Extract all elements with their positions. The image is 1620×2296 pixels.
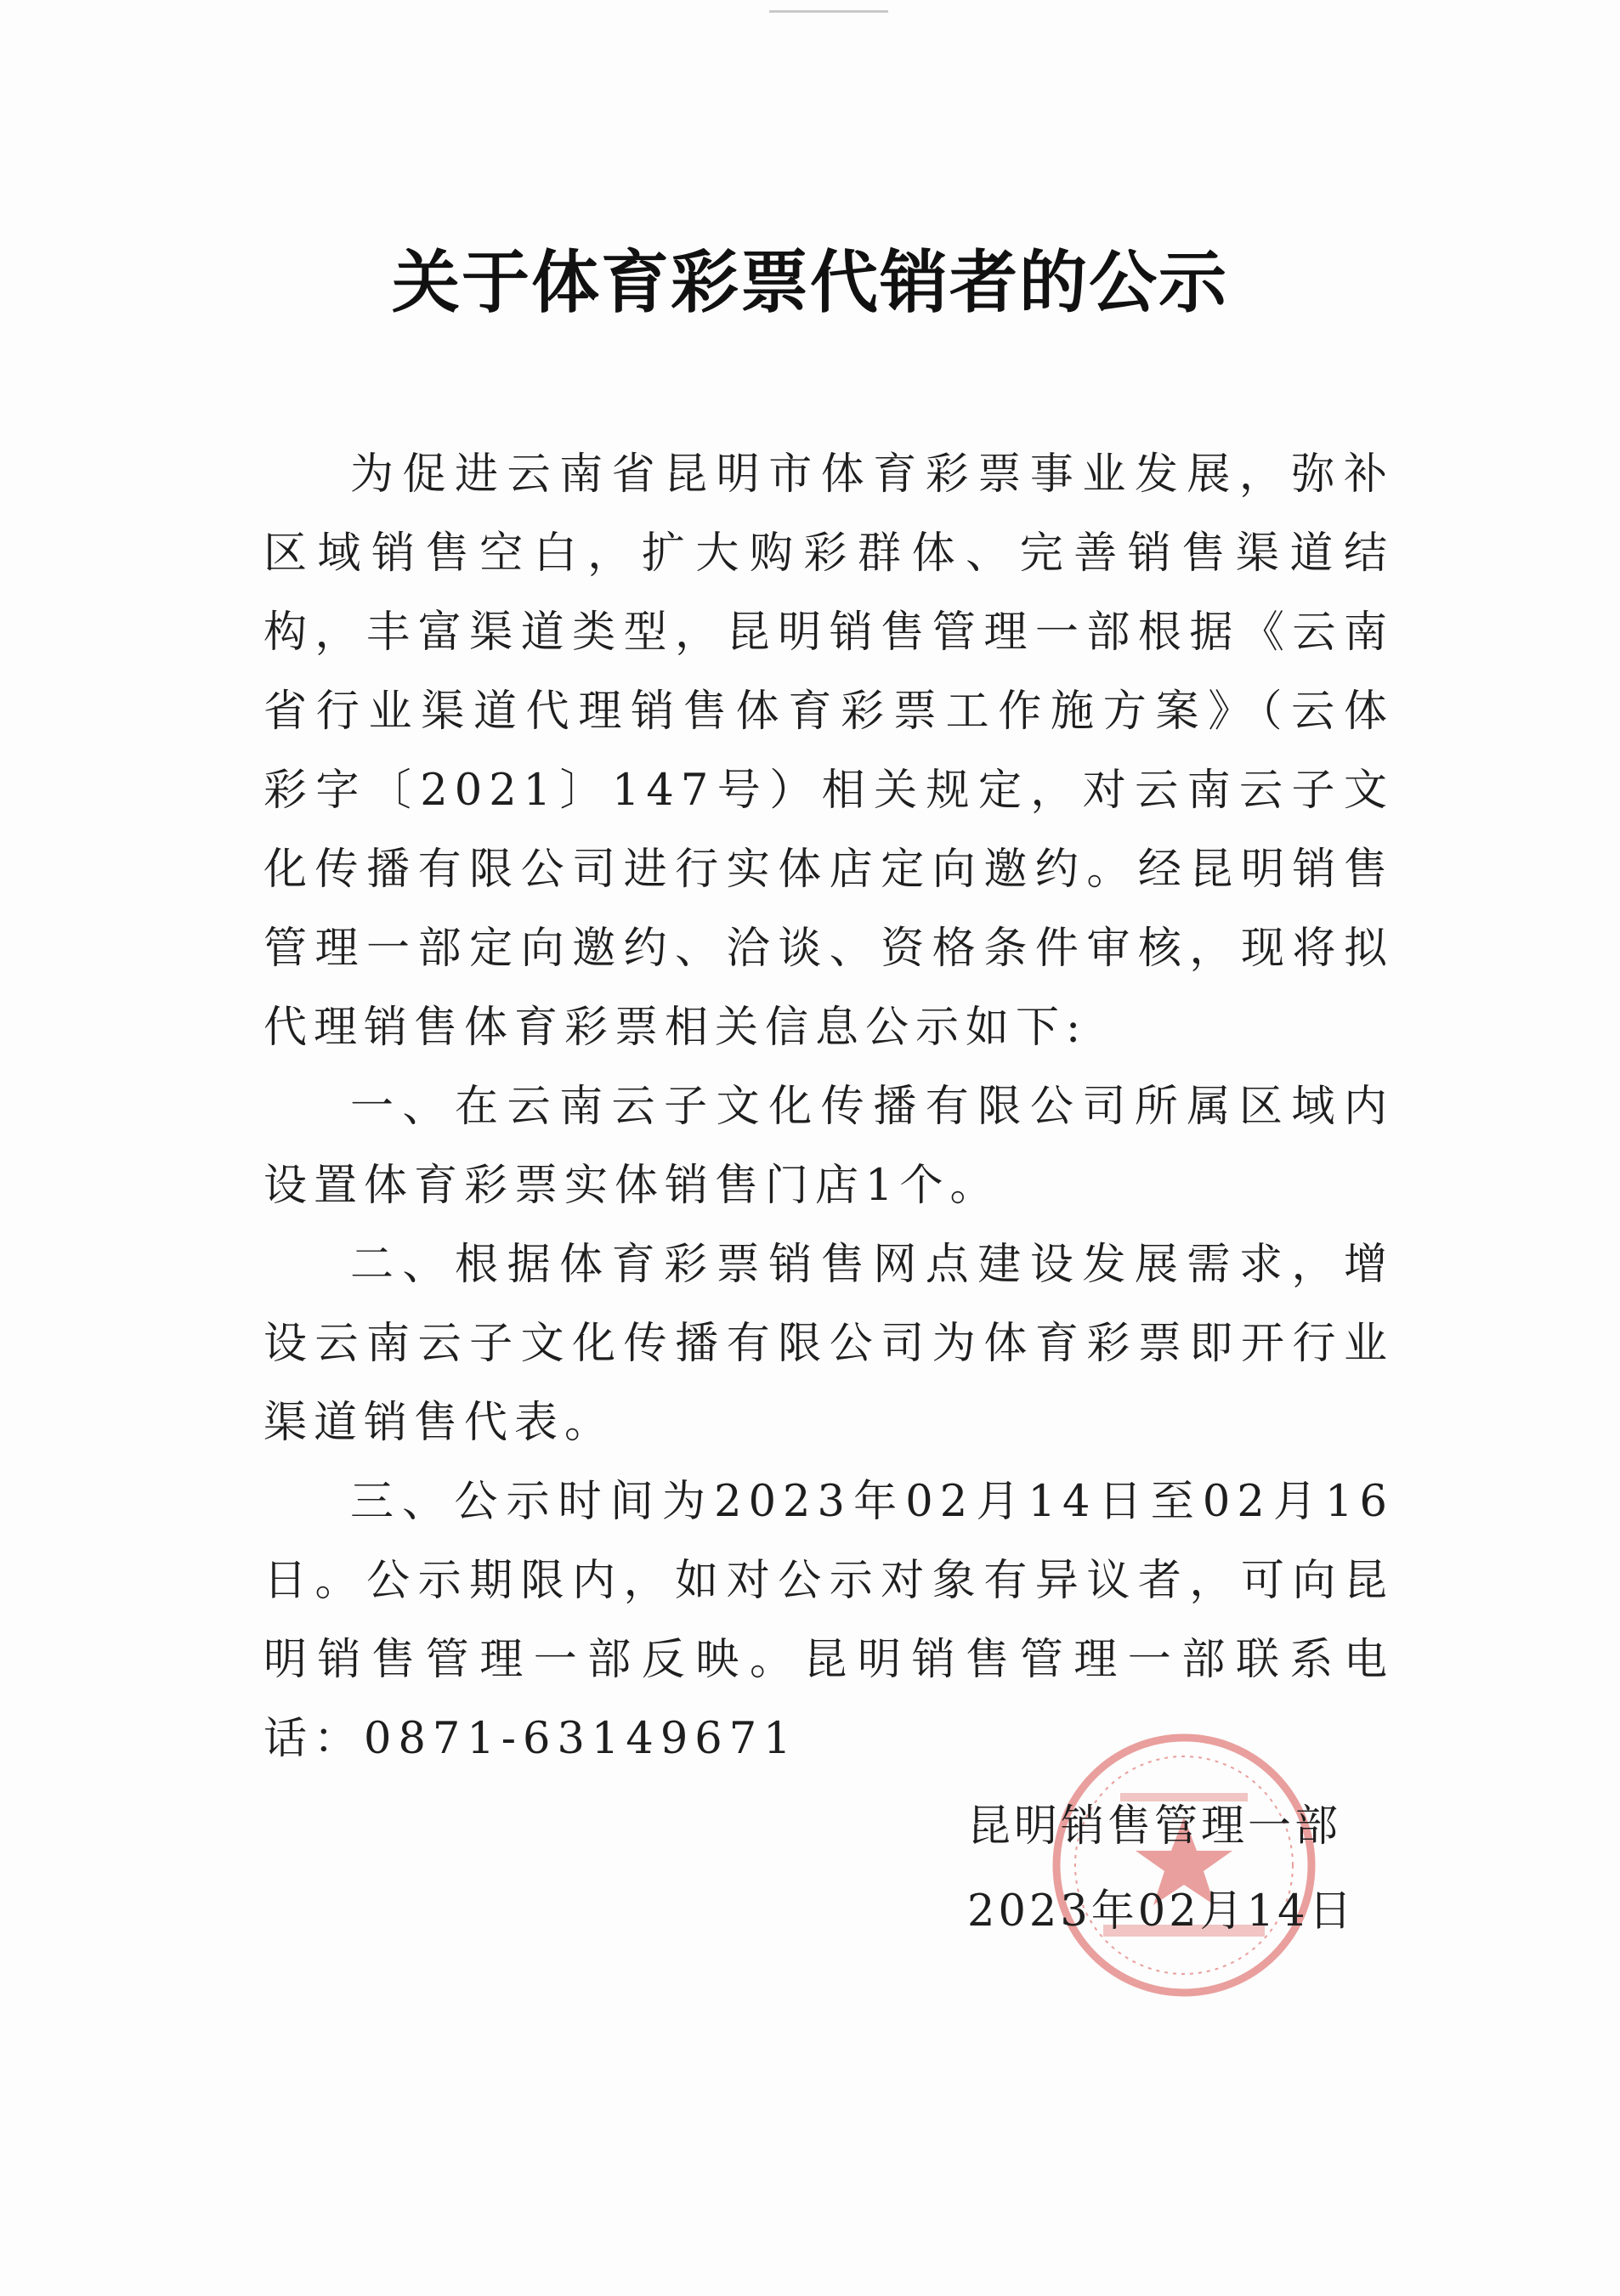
signature-organization: 昆明销售管理一部 — [967, 1801, 1342, 1852]
document-title: 关于体育彩票代销者的公示 — [392, 242, 1228, 322]
top-divider — [769, 10, 888, 13]
paragraph-item-1: 一、在云南云子文化传播有限公司所属区域内设置体育彩票实体销售门店1个。 — [263, 1082, 1394, 1211]
signature-block — [967, 1784, 1356, 1954]
paragraph-item-3: 三、公示时间为2023年02月14日至02月16日。公示期限内，如对公示对象有异议者，可向昆明销售管理一部反映。昆明销售管理一部联系电话：0871-63149671 — [263, 1477, 1394, 1764]
document-body — [263, 435, 1394, 1779]
signature-date: 2023年02月14日 — [967, 1886, 1356, 1937]
paragraph-item-2: 二、根据体育彩票销售网点建设发展需求，增设云南云子文化传播有限公司为体育彩票即开行业渠道销售代表。 — [263, 1240, 1394, 1448]
paragraph-intro: 为促进云南省昆明市体育彩票事业发展，弥补区域销售空白，扩大购彩群体、完善销售渠道结构，丰富渠道类型，昆明销售管理一部根据《云南省行业渠道代理销售体育彩票工作施方案》（云体彩字〔2021〕147号）相关规定，对云南云子文化传播有限公司进行实体店定向邀约。经昆明销售管理一部定向邀约、洽谈、资格条件审核，现将拟代理销售体育彩票相关信息公示如下: — [263, 450, 1394, 1053]
